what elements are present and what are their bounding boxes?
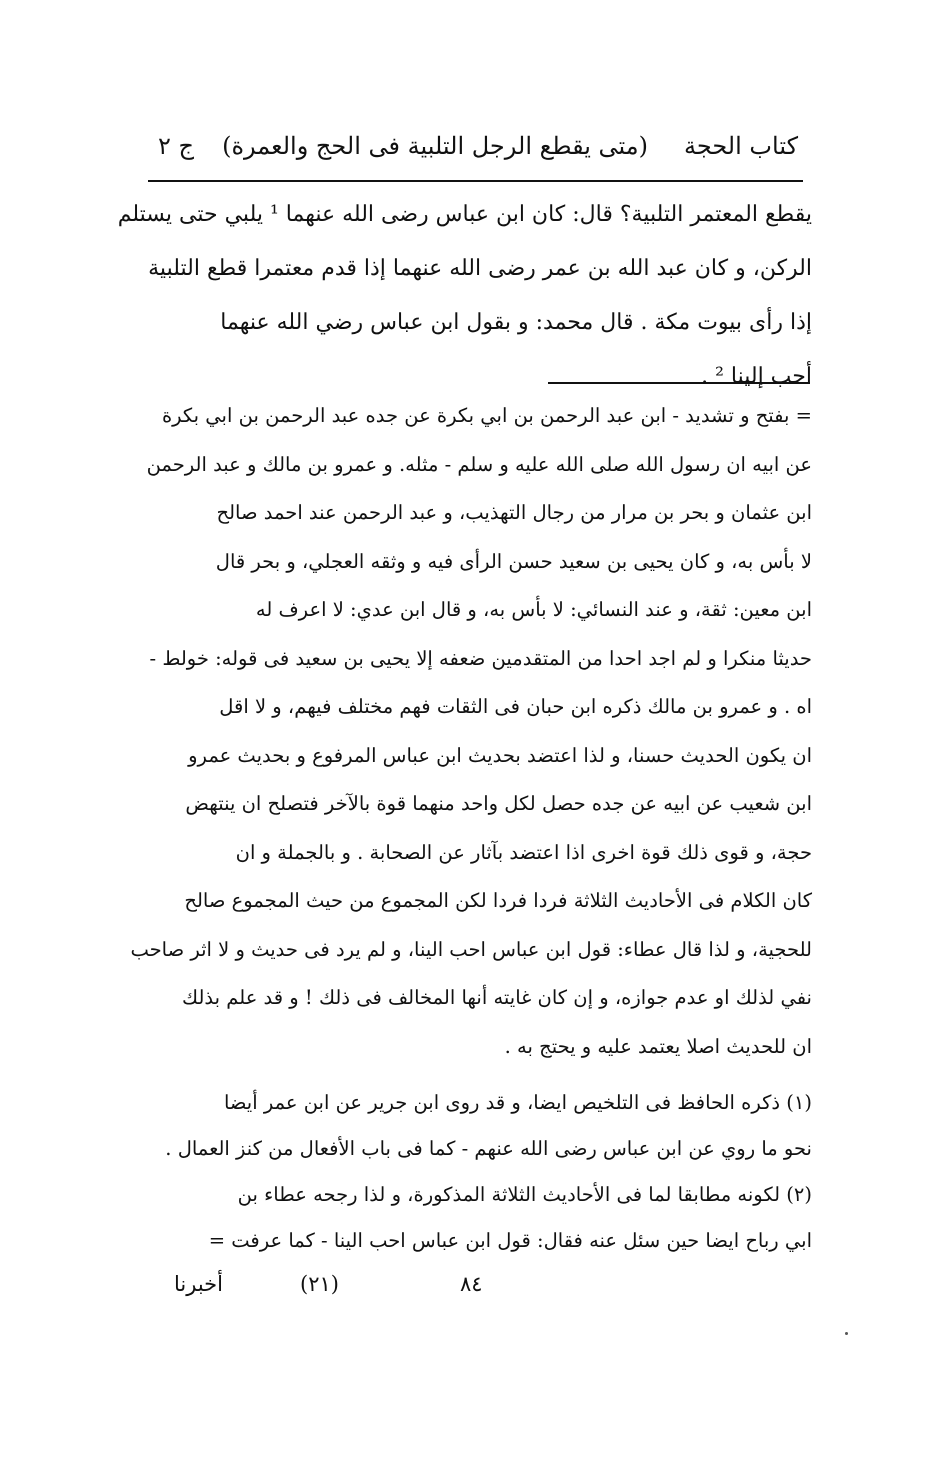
footnote-line: (٢) لكونه مطابقا لما فى الأحاديث الثلاثة المذكورة، و لذا رجحه عطاء بن [237,1183,812,1206]
page-footer [160,1264,812,1304]
footnote-line: ابي رباح ايضا حين سئل عنه فقال: قول ابن عباس احب الينا - كما عرفت = [208,1229,812,1252]
signature-number: ٨٤ [460,1272,483,1296]
commentary-line: نفي لذلك او عدم جوازه، و إن كان غايته أنها المخالف فى ذلك ! و قد علم بذلك [182,986,812,1009]
chapter-title: (متى يقطع الرجل التلبية فى الحج والعمرة) [222,132,648,160]
commentary-line: = بفتح و تشديد - ابن عبد الرحمن بن ابي بكرة عن جده عبد الرحمن بن ابي بكرة [161,404,812,427]
main-line: الركن، و كان عبد الله بن عمر رضى الله عنهما إذا قدم معتمرا قطع التلبية [148,256,812,281]
commentary-line: لا بأس به، و كان يحيى بن سعيد حسن الرأى فيه و وثقه العجلي، و بحر قال [215,549,812,573]
footnote-line: (١) ذكره الحافظ فى التلخيص ايضا، و قد روى ابن جرير عن ابن عمر أيضا [223,1091,812,1114]
commentary-line: ابن معين: ثقة، و عند النسائي: لا بأس به، و قال ابن عدي: لا اعرف له [255,598,812,621]
book-title: كتاب الحجة [683,132,798,160]
commentary-block [130,392,812,1071]
main-text [117,188,812,404]
commentary-line: ابن شعيب عن ابيه عن جده حصل لكل واحد منهما قوة بالآخر فتصلح ان ينتهض [185,792,812,815]
page-number: (٢١) [300,1272,339,1296]
commentary-line: ابن عثمان و بحر بن مرار من رجال التهذيب، و عبد الرحمن عند احمد صالح [216,501,812,524]
commentary-line: حديثا منكرا و لم اجد احدا من المتقدمين ضعفه إلا يحيى بن سعيد فى قوله: خولط - [149,646,812,670]
running-header [158,122,798,170]
commentary-line: ان للحديث اصلا يعتمد عليه و يحتج به . [504,1034,812,1058]
commentary-line: ان يكون الحديث حسنا، و لذا اعتضد بحديث ابن عباس المرفوع و بحديث عمرو [188,743,812,767]
scan-speck [845,1332,848,1335]
commentary-line: كان الكلام فى الأحاديث الثلاثة فردا فردا لكن المجموع من حيث المجموع صالح [184,889,812,912]
commentary-line: اه . و عمرو بن مالك ذكره ابن حبان فى الثقات فهم مختلف فيهم، و لا اقل [219,695,812,718]
footnote-separator [548,382,810,384]
commentary-line: للحجية، و لذا قال عطاء: قول ابن عباس احب الينا، و لم يرد فى حديث و لا اثر صاحب [130,937,812,961]
main-line: يقطع المعتمر التلبية؟ قال: كان ابن عباس رضى الله عنهما ¹ يلبي حتى يستلم [117,202,812,227]
volume-label: ج ٢ [158,132,195,160]
footnote-line: نحو ما روي عن ابن عباس رضى الله عنهم - كما فى باب الأفعال من كنز العمال . [165,1137,812,1160]
main-line: أحب إلينا ² . [701,364,812,389]
footnotes-block [160,1080,812,1264]
header-rule [148,180,803,182]
main-line: إذا رأى بيوت مكة . قال محمد: و بقول ابن عباس رضي الله عنهما [220,310,812,335]
catchword: أخبرنا [174,1272,223,1296]
commentary-line: حجة، و قوى ذلك قوة اخرى اذا اعتضد بآثار عن الصحابة . و بالجملة و ان [235,840,812,864]
commentary-line: عن ابيه ان رسول الله صلى الله عليه و سلم - مثله. و عمرو بن مالك و عبد الرحمن [146,452,812,476]
